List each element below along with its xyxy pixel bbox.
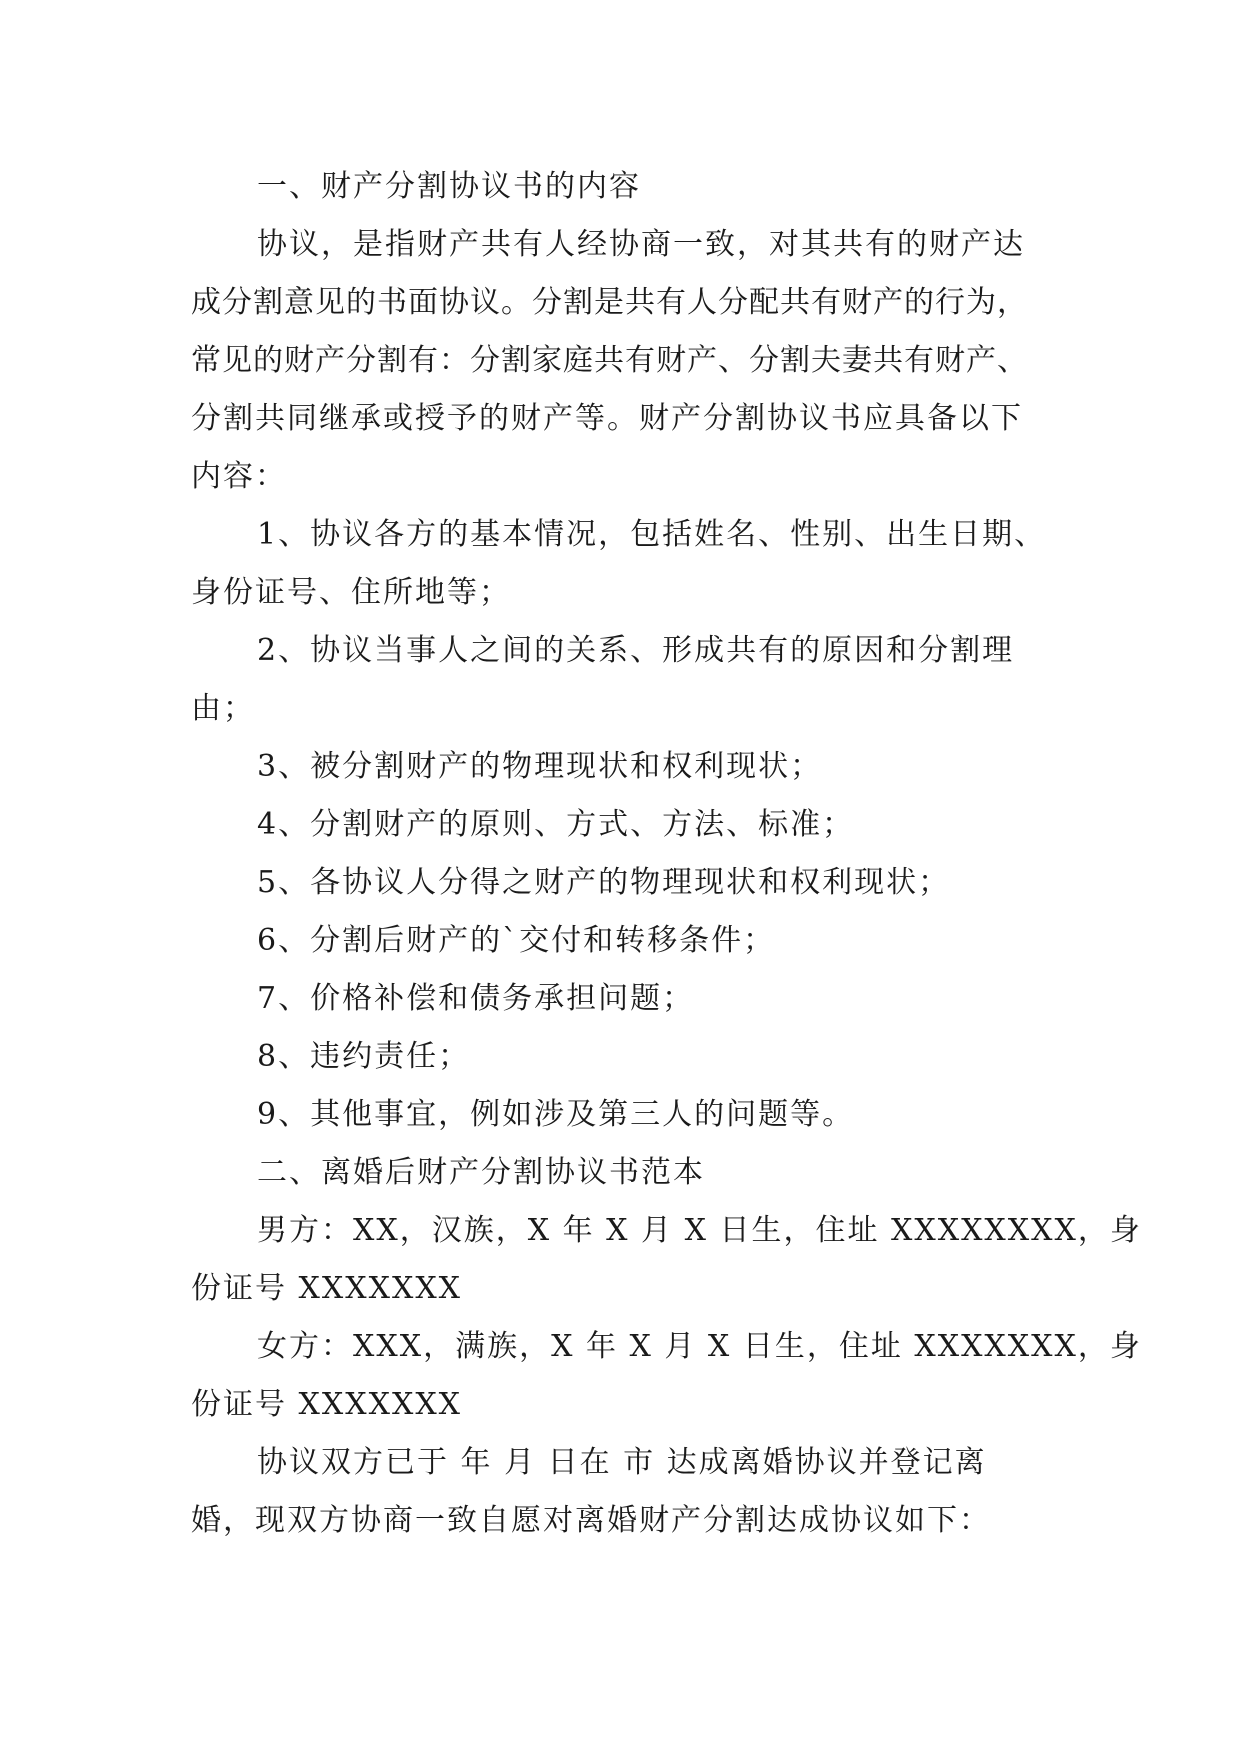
intro-line-4: 分割共同继承或授予的财产等。财产分割协议书应具备以下 bbox=[191, 401, 1023, 436]
intro-line-5: 内容： bbox=[191, 459, 287, 494]
list-item-5: 5、各协议人分得之财产的物理现状和权利现状； bbox=[257, 865, 951, 900]
list-item-6: 6、分割后财产的`交付和转移条件； bbox=[257, 923, 776, 958]
list-item-7: 7、价格补偿和债务承担问题； bbox=[257, 981, 695, 1016]
list-item-9: 9、其他事宜，例如涉及第三人的问题等。 bbox=[257, 1097, 855, 1132]
intro-line-3: 常见的财产分割有：分割家庭共有财产、分割夫妻共有财产、 bbox=[191, 343, 1028, 378]
agreement-line-1: 协议双方已于 年 月 日在 市 达成离婚协议并登记离 bbox=[257, 1445, 987, 1480]
female-party-line-1: 女方：XXX，满族，X 年 X 月 X 日生，住址 XXXXXXX，身 bbox=[257, 1329, 1142, 1364]
list-item-1-cont: 身份证号、住所地等； bbox=[191, 575, 511, 610]
female-party-line-2: 份证号 XXXXXXX bbox=[191, 1387, 463, 1422]
list-item-1: 1、协议各方的基本情况，包括姓名、性别、出生日期、 bbox=[257, 517, 1047, 552]
section-heading-1: 一、财产分割协议书的内容 bbox=[257, 169, 641, 204]
document-body bbox=[191, 158, 1142, 1550]
intro-line-2: 成分割意见的书面协议。分割是共有人分配共有财产的行为， bbox=[191, 285, 1028, 320]
agreement-line-2: 婚，现双方协商一致自愿对离婚财产分割达成协议如下： bbox=[191, 1503, 991, 1538]
male-party-line-2: 份证号 XXXXXXX bbox=[191, 1271, 463, 1306]
male-party-line-1: 男方：XX，汉族，X 年 X 月 X 日生，住址 XXXXXXXX，身 bbox=[257, 1213, 1142, 1248]
list-item-8: 8、违约责任； bbox=[257, 1039, 471, 1074]
section-heading-2: 二、离婚后财产分割协议书范本 bbox=[257, 1155, 705, 1190]
intro-line-1: 协议，是指财产共有人经协商一致，对其共有的财产达 bbox=[257, 227, 1025, 262]
list-item-2-cont: 由； bbox=[191, 691, 255, 726]
list-item-3: 3、被分割财产的物理现状和权利现状； bbox=[257, 749, 823, 784]
list-item-2: 2、协议当事人之间的关系、形成共有的原因和分割理 bbox=[257, 633, 1015, 668]
list-item-4: 4、分割财产的原则、方式、方法、标准； bbox=[257, 807, 855, 842]
